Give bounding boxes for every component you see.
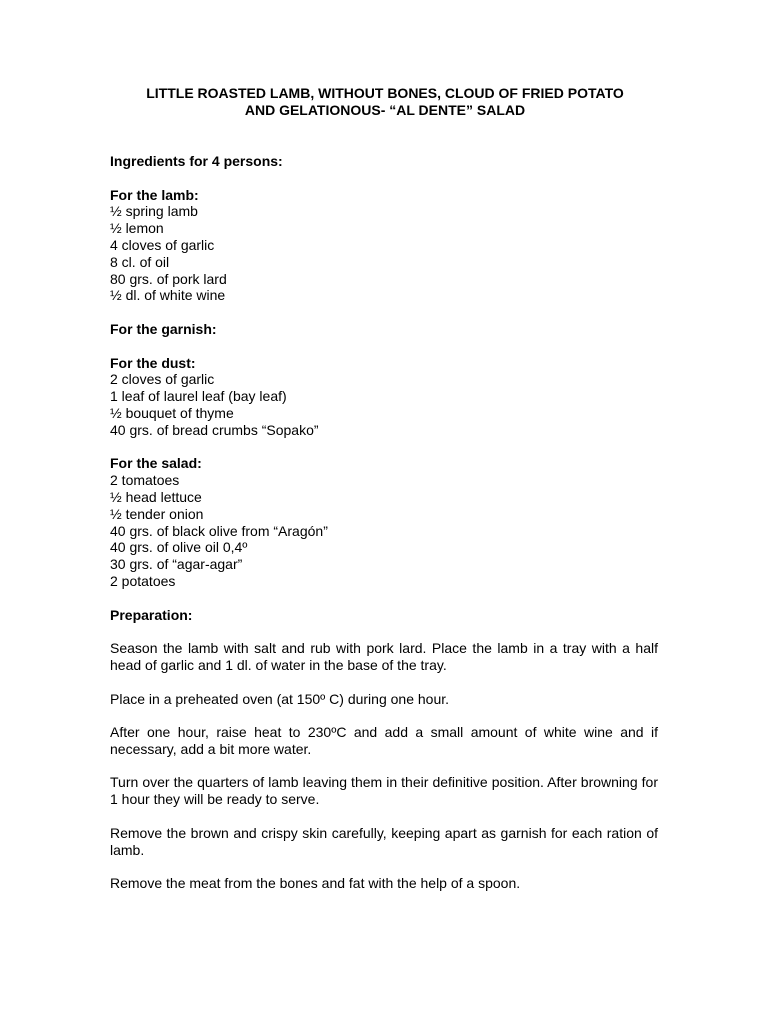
recipe-title bbox=[90, 85, 680, 119]
preparation-heading: Preparation: bbox=[110, 606, 193, 623]
list-item: ½ lemon bbox=[110, 220, 164, 237]
list-item: ½ bouquet of thyme bbox=[110, 404, 234, 421]
list-item: 40 grs. of bread crumbs “Sopako” bbox=[110, 421, 319, 438]
preparation-paragraph: Turn over the quarters of lamb leaving them in their definitive position. After browning for 1 hour they will be ready to serve. bbox=[110, 774, 658, 808]
list-item: 40 grs. of black olive from “Aragón” bbox=[110, 522, 328, 539]
preparation-paragraph: Remove the meat from the bones and fat with the help of a spoon. bbox=[110, 875, 521, 892]
recipe-title-line-1: LITTLE ROASTED LAMB, WITHOUT BONES, CLOUD OF FRIED POTATO bbox=[146, 85, 624, 101]
list-item: 4 cloves of garlic bbox=[110, 236, 215, 253]
list-item: 2 potatoes bbox=[110, 572, 176, 589]
list-item: 1 leaf of laurel leaf (bay leaf) bbox=[110, 388, 287, 405]
list-item: 30 grs. of “agar-agar” bbox=[110, 556, 243, 573]
ingredients-heading: Ingredients for 4 persons: bbox=[110, 153, 283, 169]
preparation-paragraph: Season the lamb with salt and rub with pork lard. Place the lamb in a tray with a half head of garlic and 1 dl. of water in the base of the tray. bbox=[110, 640, 658, 673]
list-item: 80 grs. of pork lard bbox=[110, 270, 227, 287]
salad-heading: For the salad: bbox=[110, 455, 202, 472]
list-item: ½ spring lamb bbox=[110, 203, 198, 220]
list-item: ½ dl. of white wine bbox=[110, 287, 226, 304]
list-item: ½ tender onion bbox=[110, 505, 204, 522]
recipe-body bbox=[110, 153, 658, 892]
list-item: 8 cl. of oil bbox=[110, 253, 170, 270]
list-item: 40 grs. of olive oil 0,4º bbox=[110, 539, 248, 556]
list-item: ½ head lettuce bbox=[110, 488, 202, 505]
list-item: 2 tomatoes bbox=[110, 472, 180, 489]
preparation-paragraph: After one hour, raise heat to 230ºC and add a small amount of white wine and if necessary, add a bit more water. bbox=[110, 724, 658, 757]
lamb-ingredient-list bbox=[110, 203, 658, 304]
list-item: 2 cloves of garlic bbox=[110, 371, 215, 388]
garnish-heading: For the garnish: bbox=[110, 320, 217, 337]
preparation-paragraph: Place in a preheated oven (at 150º C) during one hour. bbox=[110, 690, 450, 707]
lamb-heading: For the lamb: bbox=[110, 186, 199, 203]
dust-ingredient-list bbox=[110, 371, 658, 438]
dust-heading: For the dust: bbox=[110, 354, 196, 371]
preparation-paragraph: Remove the brown and crispy skin carefully, keeping apart as garnish for each ration of lamb. bbox=[110, 824, 658, 858]
salad-ingredient-list bbox=[110, 472, 658, 590]
recipe-title-line-2: AND GELATIONOUS- “AL DENTE” SALAD bbox=[244, 102, 526, 118]
